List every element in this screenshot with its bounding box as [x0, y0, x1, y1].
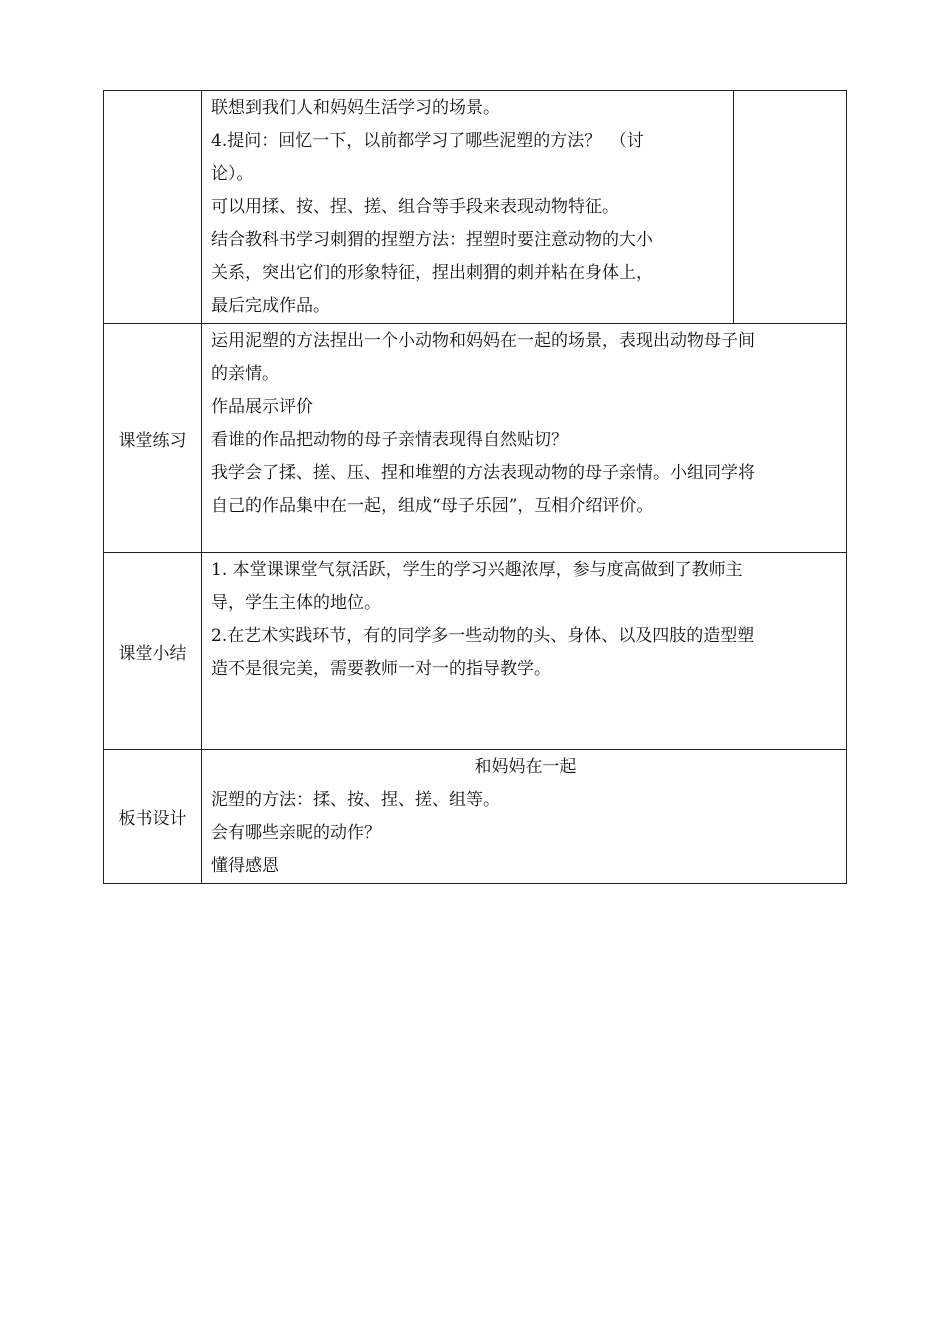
summary-text [202, 553, 846, 686]
text-line: 看谁的作品把动物的母子亲情表现得自然贴切？ [211, 430, 568, 450]
row-label-cell [104, 91, 202, 324]
content-cell [202, 91, 734, 324]
notes-cell [734, 91, 847, 324]
table-row [104, 553, 847, 750]
content-cell [202, 750, 847, 884]
text-line: 最后完成作品。 [211, 296, 330, 316]
text-line: 懂得感恩 [211, 856, 279, 876]
text-line: 论）。 [211, 164, 254, 184]
text-line: 可以用揉、按、捏、搓、组合等手段来表现动物特征。 [211, 197, 619, 217]
text-line: 运用泥塑的方法捏出一个小动物和妈妈在一起的场景，表现出动物母子间 [211, 331, 755, 351]
text-line: 泥塑的方法：揉、按、捏、搓、组等。 [211, 790, 500, 810]
lesson-plan-table [103, 90, 847, 884]
text-line: 关系，突出它们的形象特征，捏出刺猬的刺并粘在身体上， [211, 263, 653, 283]
row-label-summary: 课堂小结 [104, 553, 202, 750]
teaching-process-text [202, 91, 733, 323]
board-design-text [202, 750, 846, 883]
text-line: 导，学生主体的地位。 [211, 593, 381, 613]
text-line: 1. 本堂课课堂气氛活跃，学生的学习兴趣浓厚，参与度高做到了教师主 [211, 560, 743, 580]
text-line: 的亲情。 [211, 364, 279, 384]
text-line: 我学会了揉、搓、压、捏和堆塑的方法表现动物的母子亲情。小组同学将 [211, 463, 755, 483]
text-line: 作品展示评价 [211, 397, 313, 417]
table-row [104, 91, 847, 324]
content-cell [202, 324, 847, 553]
text-line: 4.提问：回忆一下，以前都学习了哪些泥塑的方法？ （讨 [211, 131, 644, 151]
practice-text [202, 324, 846, 523]
text-line: 联想到我们人和妈妈生活学习的场景。 [211, 98, 500, 118]
text-line: 结合教科书学习刺猬的捏塑方法：捏塑时要注意动物的大小 [211, 230, 653, 250]
table-row [104, 750, 847, 884]
content-cell [202, 553, 847, 750]
text-line: 造不是很完美，需要教师一对一的指导教学。 [211, 659, 551, 679]
row-label-board: 板书设计 [104, 750, 202, 884]
row-label-practice: 课堂练习 [104, 324, 202, 553]
text-line: 2.在艺术实践环节，有的同学多一些动物的头、身体、以及四肢的造型塑 [211, 626, 755, 646]
board-title: 和妈妈在一起 [474, 757, 577, 777]
table-row [104, 324, 847, 553]
text-line: 会有哪些亲昵的动作？ [211, 823, 381, 843]
text-line: 自己的作品集中在一起，组成“母子乐园”，互相介绍评价。 [211, 496, 654, 516]
